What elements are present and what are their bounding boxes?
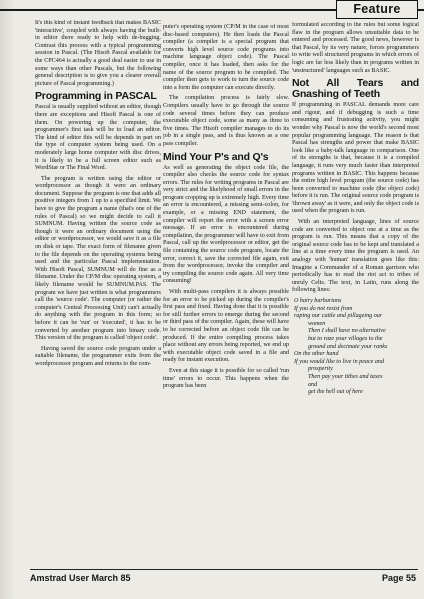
quote-line: prosperity xyxy=(308,366,333,373)
paragraph: Even at this stage it is possible for so called 'run time' errors to occur. This happens when the program has been xyxy=(163,367,289,390)
quote-line: but to raze your villages to the xyxy=(308,335,383,342)
paragraph: The program is written using the editor or wordprocessor as though it were an ordinary document. Suppose the program is one that adds all positive integers from 1 up to a specified limit. We have to give the program a name (that's one of the rules of Pascal) so we might decide to call it SUMNUM. Having written the source code as though it were an ordinary document using the editor or wordprocessor, we would save it as a file on disk or tape. The exact form of filename given to the file depends on the operating systems being used and the particular Pascal implementation. With Hisoft Pascal, SUMNUM will do fine as a filename. Under the CP/M disc operating system, a likely filename would be SUMNUM.PAS. The program we have just written is what programmers call the 'source code'. The computer (or rather the computer's Central Processing Unit) can't actually do anything with the program in this form; so before it can be 'run' or 'executed', it has to be converted by another program into binary code. This version of the program is called 'object code'. xyxy=(35,175,161,342)
paragraph: With multi-pass compilers it is always possible for an error to be picked up during the compiler's first pass and fixed. Having done that it is possible for still further errors to emerge during the second or third pass of the compiler. Again, these will have to be corrected before an object code file can be produced. If the entire compiling process takes place without any errors being reported, we end up with executable object code saved in a file and ready for instant execution. xyxy=(163,289,289,364)
column-1 xyxy=(35,20,161,565)
paragraph: With an interpreted language, lines of source code are converted to object one at a time as the program is run. This means that a copy of the original source code has to be kept and translated a line at a time every time the program is used. An analogy with 'human' translation goes like this: Imagine a Commander of a Roman garrison who periodically has to read the riot act to tribes of unruly Celts. The text, in Latin, runs along the following lines: xyxy=(292,219,419,294)
page-number: Page 55 xyxy=(381,573,416,583)
quote-line: get the hell out of here xyxy=(308,389,363,396)
quote-line: raping our cattle and pillageing our xyxy=(294,313,383,320)
publication-info: Amstrad User March 85 xyxy=(30,573,131,583)
quote-line: O hairy barbarians xyxy=(294,298,342,304)
page-spine-shadow xyxy=(0,0,14,599)
paragraph: formulated according to the rules but some logical flaw in the program allows unsuitable data to be entered and processed. The good news, however is that Pascal, by its very nature, forces programmers to write well structured programs in which errors of logic are far less likely than in programs written in 'unstructured' languages such as BASIC. xyxy=(292,22,419,74)
quote-line: women xyxy=(308,320,326,327)
paragraph: Having saved the source code program under a suitable filename, the programmer exits from the wordprocessor program and returns to the com- xyxy=(35,345,161,367)
section-heading: Programming in PASCAL xyxy=(35,90,157,103)
column-2 xyxy=(163,24,289,569)
paragraph: If programming in PASCAL demands more care and rigour, and if debugging is such a time consuming and frustrating activity, you might wonder why Pascal is now the world's second most popular programming language. The reason is that Pascal has strengths and power that make BASIC look like a baby-talk language in comparison. One of its strengths is that, because it is a compiled language, it runs very much faster than interpreted programs written in BASIC. This happens because the entire high level program (the source code) has been converted to machine code (the object code) before it is run. The original source code program is 'thrown away' as it were, and only the object code is used when the program is run. xyxy=(292,102,419,215)
quote-line: and xyxy=(308,381,318,388)
section-heading: Mind Your P's and Q's xyxy=(163,150,269,163)
quote-line: ground and decimate your ranks xyxy=(308,343,388,350)
column-3 xyxy=(292,22,419,567)
quote-line: If you would like to live in peace and xyxy=(294,358,385,365)
latin-text-quote xyxy=(294,298,419,397)
quote-line: Then pay your tithes and taxes xyxy=(308,373,383,380)
quote-line: On the other hand xyxy=(294,351,339,358)
quote-line: Then I shall have no alternative xyxy=(308,328,386,335)
paragraph: puter's operating system (CP/M in the case of most disc-based computers). He then loads the Pascal compiler (a compiler is a special program that converts high level source code programs into machine language object code). The Pascal compiler, once it has loaded, then asks for the name of the source program to be compiled. The compiler then gets to work to turn the source code into a form the computer can execute directly. xyxy=(163,24,289,91)
quote-line: If you do not resist from xyxy=(294,305,353,312)
paragraph: As well as generating the object code file, the compiler also checks the source code for syntax errors. The rules for writing programs in Pascal are very strict and the likelyhood of small errors in the program cropping up is extremely high. Every time an error is encountered, a missing semi-colon, for example, or a missing END statement, the compiler will report the error with a screen error message. If an error is encountered during compilation, the programmer will have to exit from Pascal, call up the wordprocessor or editor, get the file containing the source code program, locate the error, correct it, save the corrected file again, exit from the wordprocessor, invoke the compiler and try compiling the source code again. All very time consuming! xyxy=(163,164,289,285)
section-tag: Feature xyxy=(336,0,418,19)
section-heading: Not All Tears and Gnashing of Teeth xyxy=(292,77,419,101)
footer-rule xyxy=(30,569,418,570)
page-footer xyxy=(0,569,424,599)
paragraph: It's this kind of instant feedback that makes BASIC 'interactive', coupled with always having the built-in editor there ready to help with de-bugging. Contrast this process with a typical programming session in Pascal. (The Hisoft Pascal available for the CPC464 is actually a good deal easier to use in some ways than other Pascals, but the following general description is to give you a clearer overall picture of Pascal programming.) xyxy=(35,20,161,87)
paragraph: Pascal is usually supplied without an editor, though there are exceptions and Hisoft Pascal is one of them. On powering up the computer, the programmer's first task will be to load an editor. The kind of editor this will be depends in part on the type of computer system being used. On a moderately large home computer with disc drives, it is likely to be a full screen editor such as WordStar or The Final Word. xyxy=(35,104,161,172)
paragraph: The compilation process is fairly slow. Compilers usually have to go through the source code several times before they can produce executable object code, some as many as three to five times. The Hisoft compiler manages to do its job in a single pass, and is thus known as a one pass compiler. xyxy=(163,95,289,147)
